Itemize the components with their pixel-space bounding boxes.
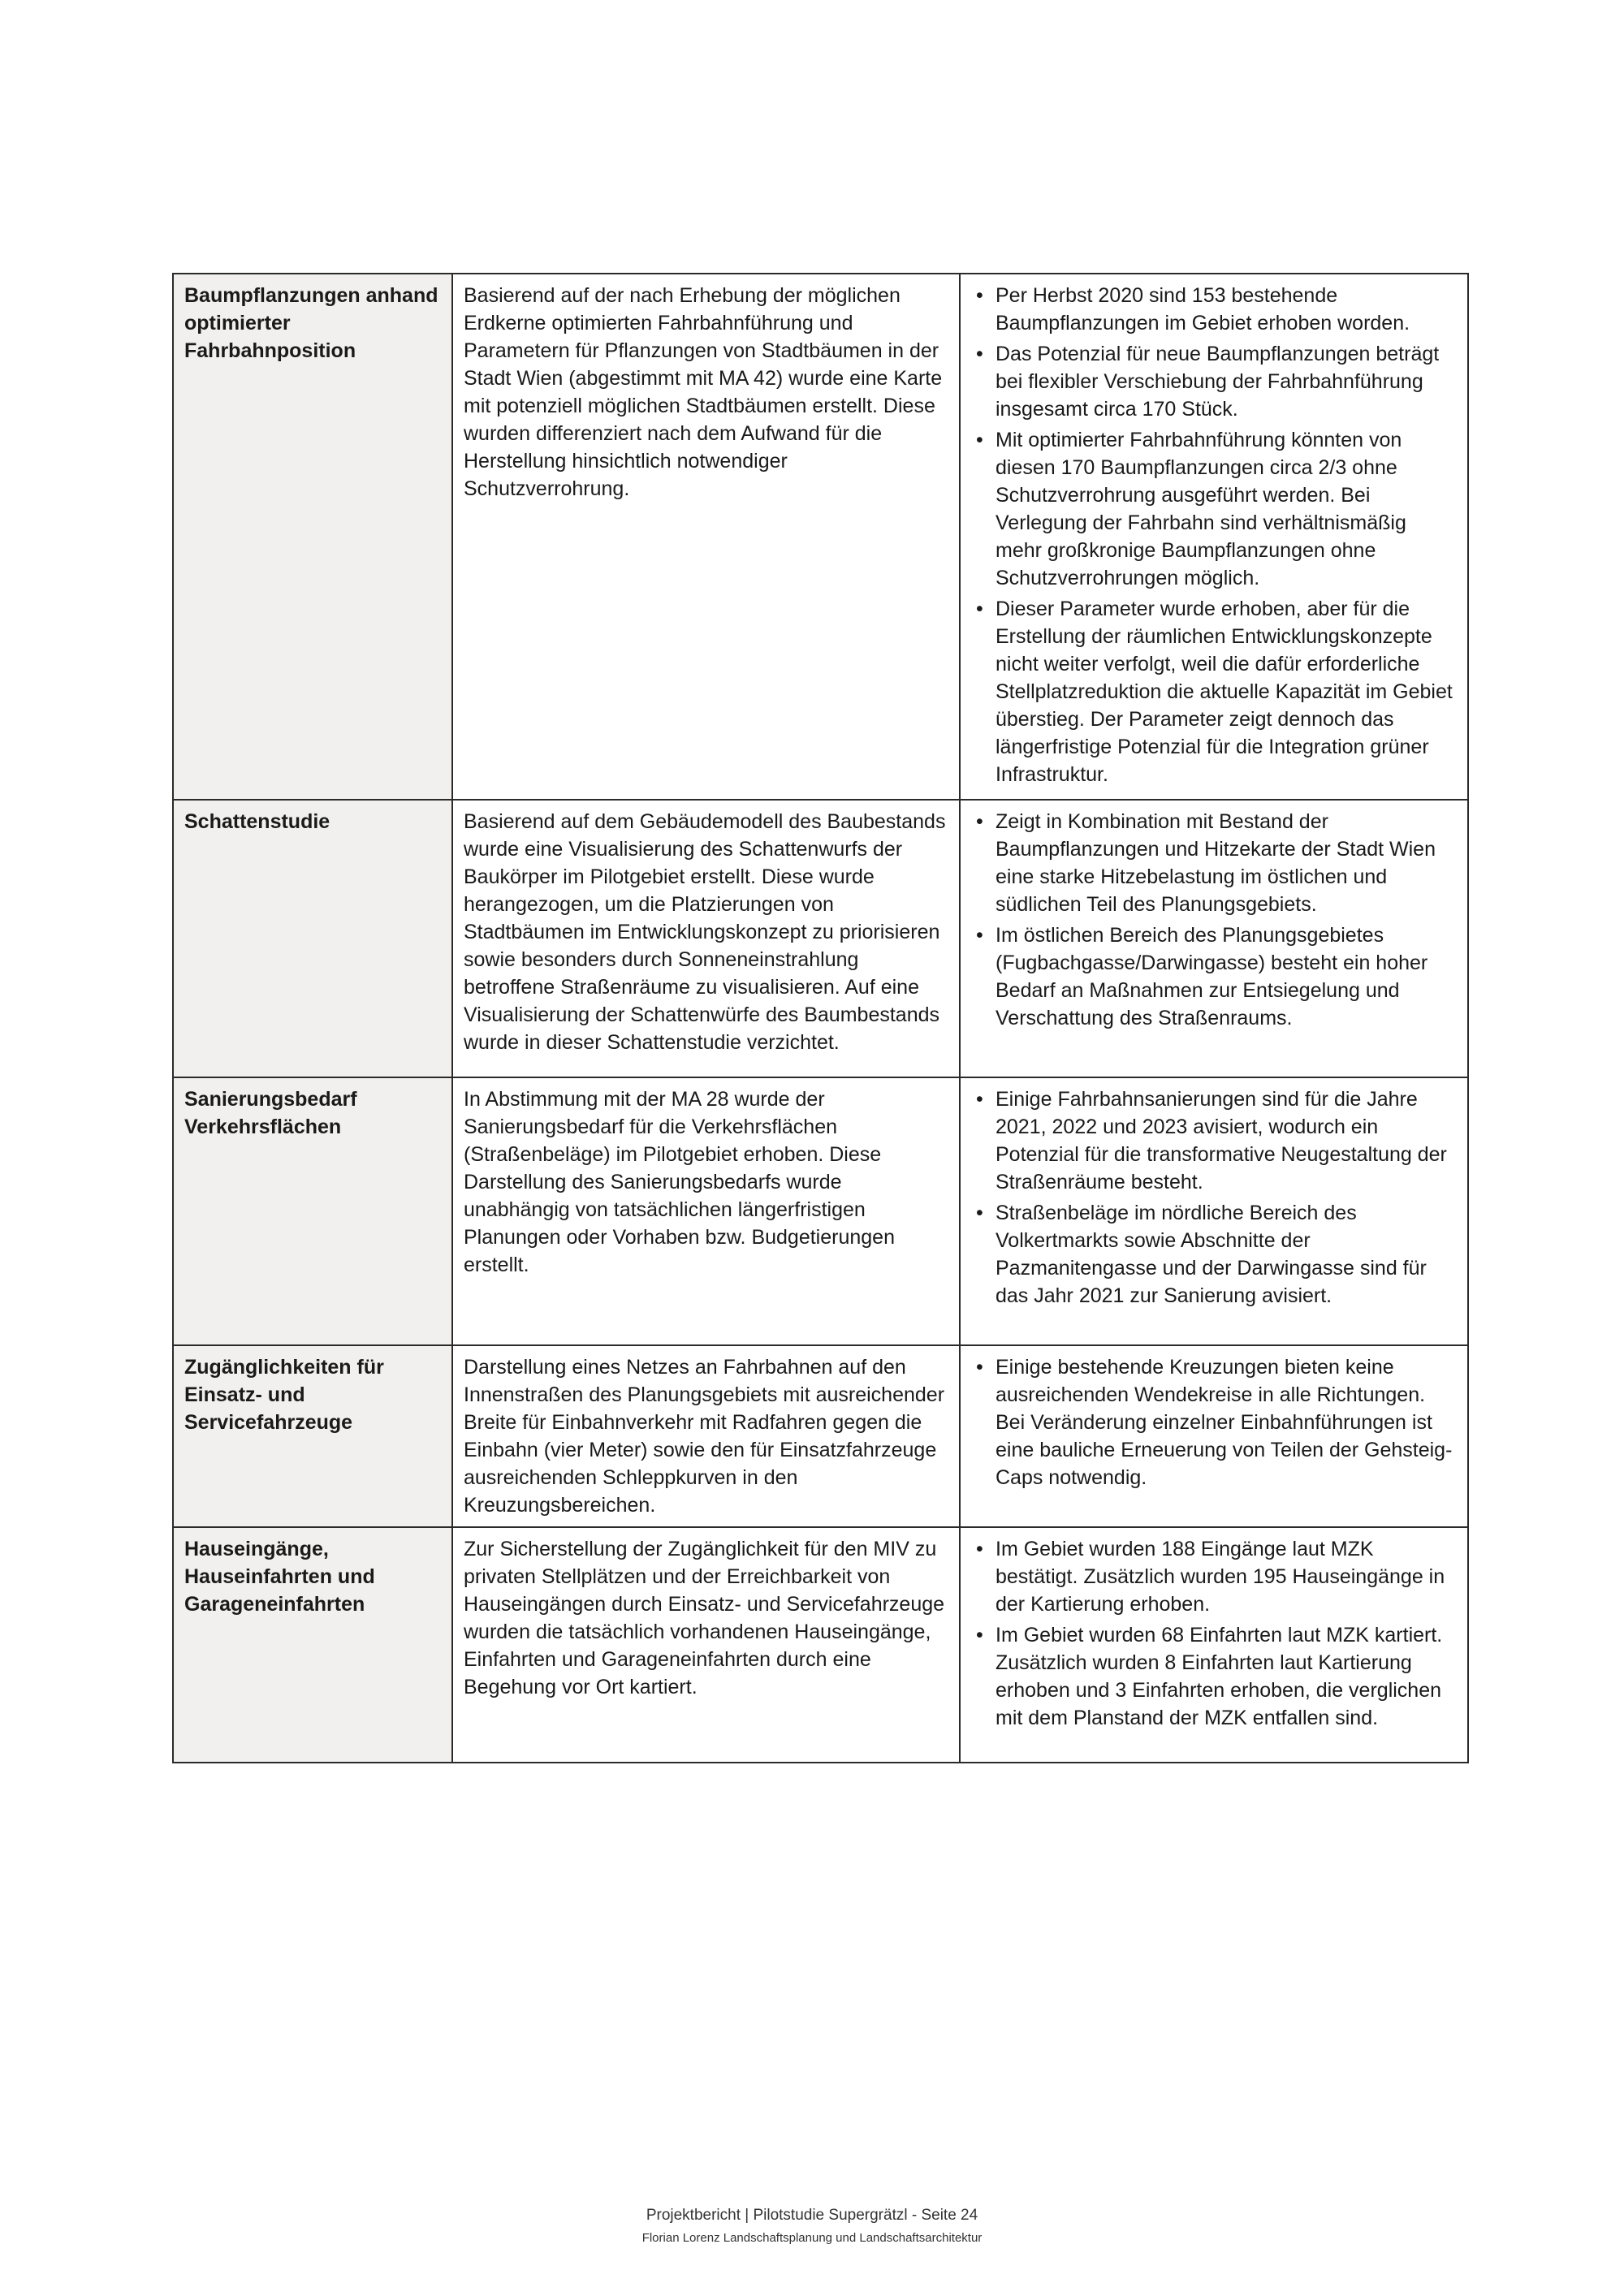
topic-cell [173,1527,452,1763]
topic-cell [173,1345,452,1527]
finding-item: • Mit optimierter Fahrbahnführung könnten von diesen 170 Baumpflanzungen circa 2/3 ohne Schutzverrohrung ausgeführt werden. Bei Verlegung der Fahrbahn sind verhältnismäßig mehr großkronige Baumpflanzungen ohne Schutzverrohrungen möglich. [971,426,1457,592]
method-cell [452,1077,960,1345]
table-row [173,1345,1468,1527]
method-cell [452,274,960,800]
findings-cell [960,1527,1468,1763]
findings-list [971,1353,1457,1491]
finding-item: • Per Herbst 2020 sind 153 bestehende Baumpflanzungen im Gebiet erhoben worden. [971,282,1457,337]
method-text: Basierend auf der nach Erhebung der möglichen Erdkerne optimierten Fahrbahnführung und Parametern für Pflanzungen von Stadtbäumen in der Stadt Wien (abgestimmt mit MA 42) wurde eine Karte mit potenziell möglichen Stadtbäumen erstellt. Diese wurden differenziert nach dem Aufwand für die Herstellung hinsichtlich notwendiger Schutzverrohrung. [464,284,943,500]
footer-author: Florian Lorenz Landschaftsplanung und Landschaftsarchitektur [641,2231,983,2245]
topic-text: Zugänglichkeiten für Einsatz- und Servicefahrzeuge [184,1356,384,1434]
topic-cell [173,800,452,1077]
findings-cell [960,800,1468,1077]
finding-item: • Zeigt in Kombination mit Bestand der Baumpflanzungen und Hitzekarte der Stadt Wien eine starke Hitzebelastung im östlichen und südlichen Teil des Planungsgebiets. [971,808,1457,918]
finding-item: • Das Potenzial für neue Baumpflanzungen beträgt bei flexibler Verschiebung der Fahrbahnführung insgesamt circa 170 Stück. [971,340,1457,423]
method-cell [452,1345,960,1527]
findings-cell [960,1345,1468,1527]
finding-item: • Einige Fahrbahnsanierungen sind für die Jahre 2021, 2022 und 2023 avisiert, wodurch ein Potenzial für die transformative Neugestaltung der Straßenräume besteht. [971,1085,1457,1196]
finding-item: • Im östlichen Bereich des Planungsgebietes (Fugbachgasse/Darwingasse) besteht ein hoher Bedarf an Maßnahmen zur Entsiegelung und Verschattung des Straßenraums. [971,921,1457,1032]
method-cell [452,800,960,1077]
table-row [173,1077,1468,1345]
findings-cell [960,274,1468,800]
findings-list [971,1535,1457,1732]
parameter-table [172,273,1469,1763]
table-row [173,1527,1468,1763]
topic-text: Baumpflanzungen anhand optimierter Fahrbahnposition [184,284,438,362]
method-text: In Abstimmung mit der MA 28 wurde der Sanierungsbedarf für die Verkehrsflächen (Straßenbeläge) im Pilotgebiet erhoben. Diese Darstellung des Sanierungsbedarfs wurde unabhängig von tatsächlichen längerfristigen Planungen oder Vorhaben bzw. Budgetierungen erstellt. [464,1088,895,1276]
finding-item: • Im Gebiet wurden 188 Eingänge laut MZK bestätigt. Zusätzlich wurden 195 Hauseingänge in der Kartierung erhoben. [971,1535,1457,1618]
table-row [173,800,1468,1077]
findings-list [971,1085,1457,1310]
method-text: Basierend auf dem Gebäudemodell des Baubestands wurde eine Visualisierung des Schattenwurfs der Baukörper im Pilotgebiet erstellt. Diese wurde herangezogen, um die Platzierungen von Stadtbäumen im Entwicklungskonzept zu priorisieren sowie besonders durch Sonneneinstrahlung betroffene Straßenräume zu visualisieren. Auf eine Visualisierung der Schattenwürfe des Baumbestands wurde in dieser Schattenstudie verzichtet. [464,810,946,1054]
finding-item: • Dieser Parameter wurde erhoben, aber für die Erstellung der räumlichen Entwicklungskonzepte nicht weiter verfolgt, weil die dafür erforderliche Stellplatzreduktion die aktuelle Kapazität im Gebiet überstieg. Der Parameter zeigt dennoch das längerfristige Potenzial für die Integration grüner Infrastruktur. [971,595,1457,788]
finding-item: • Straßenbeläge im nördliche Bereich des Volkertmarkts sowie Abschnitte der Pazmanitengasse und der Darwingasse sind für das Jahr 2021 zur Sanierung avisiert. [971,1199,1457,1310]
finding-item: • Einige bestehende Kreuzungen bieten keine ausreichenden Wendekreise in alle Richtungen. Bei Veränderung einzelner Einbahnführungen ist eine bauliche Erneuerung von Teilen der Gehsteig-Caps notwendig. [971,1353,1457,1491]
topic-cell [173,274,452,800]
topic-text: Sanierungsbedarf Verkehrsflächen [184,1088,357,1138]
topic-text: Schattenstudie [184,810,330,833]
method-text: Zur Sicherstellung der Zugänglichkeit für den MIV zu privaten Stellplätzen und der Erreichbarkeit von Hauseingängen durch Einsatz- und Servicefahrzeuge wurden die tatsächlich vorhandenen Hauseingänge, Einfahrten und Garageneinfahrten durch eine Begehung vor Ort kartiert. [464,1538,945,1698]
footer-title: Projektbericht | Pilotstudie Supergrätzl - Seite 24 [646,2207,978,2224]
topic-cell [173,1077,452,1345]
table-row [173,274,1468,800]
findings-cell [960,1077,1468,1345]
method-text: Darstellung eines Netzes an Fahrbahnen auf den Innenstraßen des Planungsgebiets mit ausreichender Breite für Einbahnverkehr mit Radfahren gegen die Einbahn (vier Meter) sowie den für Einsatzfahrzeuge ausreichenden Schleppkurven in den Kreuzungsbereichen. [464,1356,945,1517]
findings-list [971,808,1457,1032]
method-cell [452,1527,960,1763]
topic-text: Hauseingänge, Hauseinfahrten und Garageneinfahrten [184,1538,375,1616]
finding-item: • Im Gebiet wurden 68 Einfahrten laut MZK kartiert. Zusätzlich wurden 8 Einfahrten laut Kartierung erhoben und 3 Einfahrten erhoben, die verglichen mit dem Planstand der MZK entfallen sind. [971,1621,1457,1732]
findings-list [971,282,1457,788]
